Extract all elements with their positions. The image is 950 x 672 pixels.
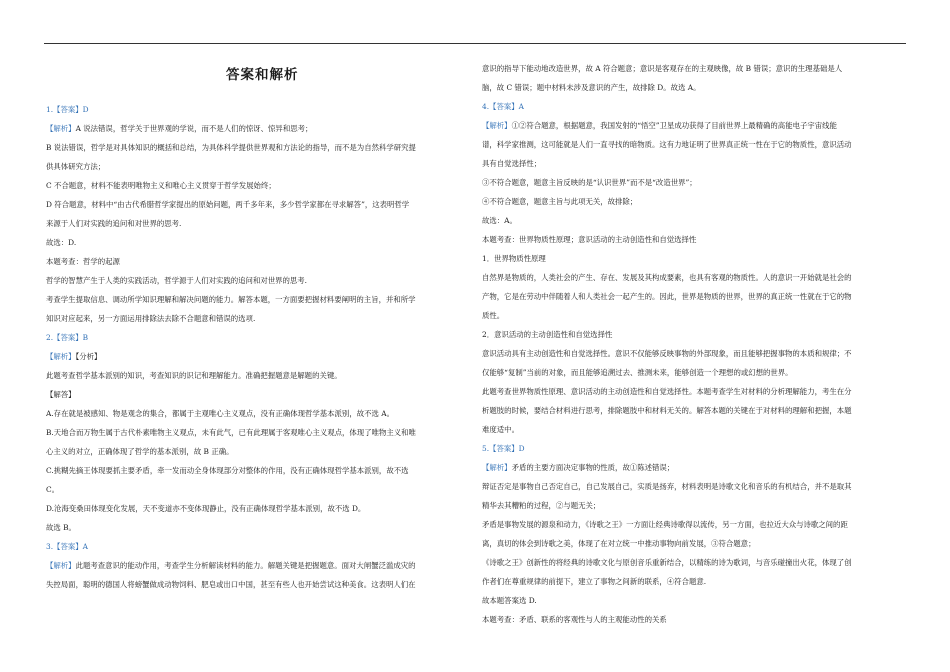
right-line: 作者们在尊重规律的前提下，建立了事物之间新的联系，④符合题意. bbox=[482, 577, 707, 586]
right-line: 仅能够“复制”当前的对象，而且能够追溯过去、推测未来，能够创造一个理想的或幻想的世界。 bbox=[482, 368, 793, 377]
right-line: 此题考查世界物质性原理、意识活动的主动创造性和自觉选择性。本题考查学生对材料的分析理解能力，考生在分 bbox=[482, 387, 852, 396]
right-line: 本题考查：矛盾、联系的客观性与人的主观能动性的关系 bbox=[482, 615, 667, 624]
left-line: 故选 B。 bbox=[46, 523, 76, 532]
left-line: D 符合题意，材料中“由古代希腊哲学家提出的原始问题，两千多年来，多少哲学家都在寻求解答”，这表明哲学 bbox=[46, 200, 410, 209]
left-line: 【解析】A 说法错误，哲学关于世界观的学说，而不是人们的惊讶、惊异和思考； bbox=[46, 124, 313, 133]
right-line: 脑，故 C 错误；题中材料未涉及意识的产生，故排除 D。故选 A。 bbox=[482, 83, 701, 92]
right-line: 质性。 bbox=[482, 311, 505, 320]
right-line: 难度适中。 bbox=[482, 425, 519, 434]
page-title: 答案和解析 bbox=[226, 67, 299, 83]
left-line: 1.【答案】D bbox=[46, 105, 89, 114]
right-line: 矛盾是事物发展的源泉和动力，《诗歌之王》一方面让经典诗歌得以流传，另一方面，也拉近大众与诗歌之间的距 bbox=[482, 520, 848, 529]
right-line: 4.【答案】A bbox=[482, 102, 524, 111]
analysis-tag: 【解析】 bbox=[46, 561, 76, 570]
left-line: 【解答】 bbox=[46, 390, 76, 399]
left-line: 哲学的智慧产生于人类的实践活动，哲学源于人们对实践的追问和对世界的思考. bbox=[46, 276, 308, 285]
right-line: 故本题答案选 D. bbox=[482, 596, 537, 605]
right-line: 意识的指导下能动地改造世界，故 A 符合题意；意识是客观存在的主观映像，故 B 错误；意识的生理基础是人 bbox=[482, 64, 843, 73]
left-line: 心主义的对立，正确体现了哲学的基本派别，故 B 正确。 bbox=[46, 447, 234, 456]
top-rule bbox=[44, 43, 906, 44]
analysis-tag: 【解析】 bbox=[482, 463, 512, 472]
right-line: 1．世界物质性原理 bbox=[482, 254, 546, 263]
right-line: 《诗歌之王》创新性的将经典的诗歌文化与原创音乐重新结合，以精练的诗为歌词，与音乐碰撞出火花，体现了创 bbox=[482, 558, 852, 567]
right-line: 2．意识活动的主动创造性和自觉选择性 bbox=[482, 330, 613, 339]
left-line: 3.【答案】A bbox=[46, 542, 88, 551]
left-line: 知识对应起来，另一方面运用排除法去除不合题意和错误的选项. bbox=[46, 314, 256, 323]
right-line: ③不符合题意，题意主旨反映的是“认识世界”而不是“改造世界”； bbox=[482, 178, 697, 187]
right-line: 【解析】矛盾的主要方面决定事物的性质，故①陈述错误； bbox=[482, 463, 675, 472]
left-line: C。 bbox=[46, 485, 60, 494]
right-line: 【解析】①②符合题意，根据题意，我国发射的“悟空”卫星成功获得了目前世界上最精确的高能电子宇宙线能 bbox=[482, 121, 837, 130]
left-line: 本题考查：哲学的起源 bbox=[46, 257, 120, 266]
left-line: 失控局面，聪明的德国人将螃蟹做成动物饲料、肥皂或出口中国，甚至有些人也开始尝试这种美食。这表明人们在 bbox=[46, 580, 416, 589]
left-line: C 不合题意，材料不能表明唯物主义和唯心主义贯穿于哲学发展始终； bbox=[46, 181, 276, 190]
right-line: 故选：A。 bbox=[482, 216, 517, 225]
left-line: 来源于人们对实践的追问和对世界的思考. bbox=[46, 219, 182, 228]
left-line: 2.【答案】B bbox=[46, 333, 89, 342]
right-line: 离，真切的体会到诗歌之美，体现了在对立统一中推动事物向前发展，③符合题意； bbox=[482, 539, 756, 548]
left-line: 供具体研究方法； bbox=[46, 162, 106, 171]
right-line: 辩证否定是事物自己否定自己，自己发展自己，实质是扬弃，材料表明是诗歌文化和音乐的有机结合，并不是取其 bbox=[482, 482, 852, 491]
analysis-tag: 【解析】 bbox=[46, 124, 76, 133]
right-line: 意识活动具有主动创造性和自觉选择性。意识不仅能够反映事物的外部现象，而且能够把握事物的本质和规律；不 bbox=[482, 349, 852, 358]
left-line: B.天地合而万物生属于古代朴素唯物主义观点，未有此气，已有此理属于客观唯心主义观点，体现了唯物主义和唯 bbox=[46, 428, 416, 437]
right-line: ④不符合题意，题意主旨与此项无关，故排除； bbox=[482, 197, 638, 206]
right-line: 5.【答案】D bbox=[482, 444, 525, 453]
right-line: 自然界是物质的，人类社会的产生、存在、发展及其构成要素，也具有客观的物质性。人的意识一开始就是社会的 bbox=[482, 273, 852, 282]
left-line: 考查学生提取信息、调动所学知识理解和解决问题的能力。解答本题，一方面要把握材料要阐明的主旨，并和所学 bbox=[46, 295, 416, 304]
right-line: 谱，科学家推测，这可能就是人们一直寻找的暗物质。这有力地证明了世界真正统一性在于它的物质性，意识活动 bbox=[482, 140, 852, 149]
left-line: C.挑糊先摘王体现要抓主要矛盾，牵一发而动全身体现部分对整体的作用，没有正确体现哲学基本派别，故不选 bbox=[46, 466, 409, 475]
analysis-tag: 【解析】 bbox=[482, 121, 512, 130]
right-line: 精华去其糟粕的过程，②与题无关； bbox=[482, 501, 601, 510]
left-line: A.存在就是被感知、物是观念的集合，都属于主观唯心主义观点，没有正确体现哲学基本派别，故不选 A。 bbox=[46, 409, 394, 418]
right-line: 本题考查：世界物质性原理；意识活动的主动创造性和自觉选择性 bbox=[482, 235, 697, 244]
left-line: 【解析】此题考查意识的能动作用，考查学生分析解读材料的能力。解题关键是把握题意。面对大闸蟹泛滥成灾的 bbox=[46, 561, 416, 570]
right-line: 具有自觉选择性； bbox=[482, 159, 542, 168]
left-line: B 说法错误，哲学是对具体知识的概括和总结，为具体科学提供世界观和方法论的指导，而不是为自然科学研究提 bbox=[46, 143, 416, 152]
analysis-tag: 【解析】 bbox=[46, 352, 76, 361]
left-line: 故选：D. bbox=[46, 238, 77, 247]
left-line: 此题考查哲学基本派别的知识，考查知识的识记和理解能力。准确把握题意是解题的关键。 bbox=[46, 371, 342, 380]
left-line: 【解析】【分析】 bbox=[46, 352, 102, 361]
left-line: D.沧海变桑田体现变化发展，天不变道亦不变体现静止，没有正确体现哲学基本派别，故不选 D。 bbox=[46, 504, 366, 513]
right-line: 析题肢的时候，要结合材料进行思考，排除题肢中和材料无关的。解答本题的关键在于对材料的理解和把握，本题 bbox=[482, 406, 852, 415]
right-line: 产物，它是在劳动中伴随着人和人类社会一起产生的。因此，世界是物质的世界，世界的真正统一性就在于它的物 bbox=[482, 292, 852, 301]
